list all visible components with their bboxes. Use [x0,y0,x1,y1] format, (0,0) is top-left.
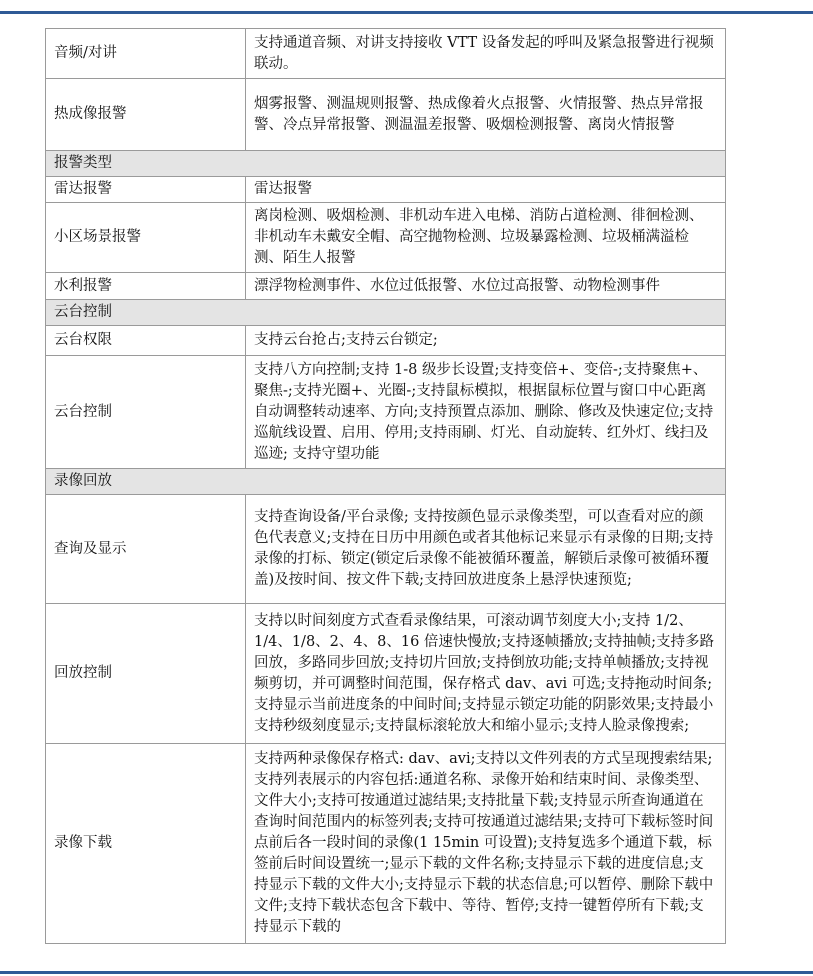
table-row [46,273,726,300]
feature-description: 支持以时间刻度方式查看录像结果，可滚动调节刻度大小;支持 1/2、1/4、1/8、2、4、8、16 倍速快慢放;支持逐帧播放;支持抽帧;支持多路回放，多路同步回放;支持切片回放;支持倒放功能;支持单帧播放;支持视频剪切，并可调整时间范围，保存格式 dav、avi 可选;支持拖动时间条;支持显示当前进度条的中间时间;支持显示锁定功能的阴影效果;支持最小支持秒级刻度显示;支持鼠标滚轮放大和缩小显示;支持人脸录像搜索; [246,604,726,744]
feature-description: 漂浮物检测事件、水位过低报警、水位过高报警、动物检测事件 [246,273,726,300]
table-row [46,604,726,744]
feature-name: 雷达报警 [46,177,246,203]
spec-table [45,28,726,944]
table-row [46,326,726,356]
feature-name: 查询及显示 [46,495,246,604]
section-title: 录像回放 [46,469,726,495]
feature-description: 支持八方向控制;支持 1-8 级步长设置;支持变倍+、变倍-;支持聚焦+、聚焦-;支持光圈+、光圈-;支持鼠标模拟，根据鼠标位置与窗口中心距离自动调整转动速率、方向;支持预置点添加、删除、修改及快速定位;支持巡航线设置、启用、停用;支持雨刷、灯光、自动旋转、红外灯、线扫及巡迹; 支持守望功能 [246,356,726,469]
feature-name: 录像下载 [46,744,246,944]
spec-table-body [46,29,726,944]
feature-name: 云台控制 [46,356,246,469]
table-row [46,79,726,151]
table-row [46,495,726,604]
header-rule [0,11,813,14]
table-row [46,177,726,203]
feature-description: 支持通道音频、对讲支持接收 VTT 设备发起的呼叫及紧急报警进行视频联动。 [246,29,726,79]
feature-description: 烟雾报警、测温规则报警、热成像着火点报警、火情报警、热点异常报警、冷点异常报警、测温温差报警、吸烟检测报警、离岗火情报警 [246,79,726,151]
feature-description: 离岗检测、吸烟检测、非机动车进入电梯、消防占道检测、徘徊检测、非机动车未戴安全帽、高空抛物检测、垃圾暴露检测、垃圾桶满溢检测、陌生人报警 [246,203,726,273]
footer-rule [0,971,813,974]
feature-description: 支持两种录像保存格式: dav、avi;支持以文件列表的方式呈现搜索结果;支持列表展示的内容包括:通道名称、录像开始和结束时间、录像类型、文件大小;支持可按通道过滤结果;支持批量下载;支持显示所查询通道在查询时间范围内的标签列表;支持可按通道过滤结果;支持可下载标签时间点前后各一段时间的录像(1 15min 可设置);支持复选多个通道下载，标签前后时间设置统一;显示下载的文件名称;支持显示下载的进度信息;支持显示下载的文件大小;支持显示下载的状态信息;可以暂停、删除下载中文件;支持下载状态包含下载中、等待、暂停;支持一键暂停所有下载;支持显示下载的 [246,744,726,944]
feature-description: 支持查询设备/平台录像; 支持按颜色显示录像类型，可以查看对应的颜色代表意义;支持在日历中用颜色或者其他标记来显示有录像的日期;支持录像的打标、锁定(锁定后录像不能被循环覆盖，解锁后录像可被循环覆盖)及按时间、按文件下载;支持回放进度条上悬浮快速预览; [246,495,726,604]
feature-name: 热成像报警 [46,79,246,151]
section-title: 报警类型 [46,151,726,177]
feature-name: 水利报警 [46,273,246,300]
spec-table-container [45,28,726,958]
table-row [46,29,726,79]
section-header-row [46,300,726,326]
table-row [46,356,726,469]
feature-description: 雷达报警 [246,177,726,203]
section-header-row [46,151,726,177]
table-row [46,203,726,273]
feature-description: 支持云台抢占;支持云台锁定; [246,326,726,356]
table-row [46,744,726,944]
section-header-row [46,469,726,495]
feature-name: 云台权限 [46,326,246,356]
feature-name: 回放控制 [46,604,246,744]
feature-name: 音频/对讲 [46,29,246,79]
feature-name: 小区场景报警 [46,203,246,273]
section-title: 云台控制 [46,300,726,326]
